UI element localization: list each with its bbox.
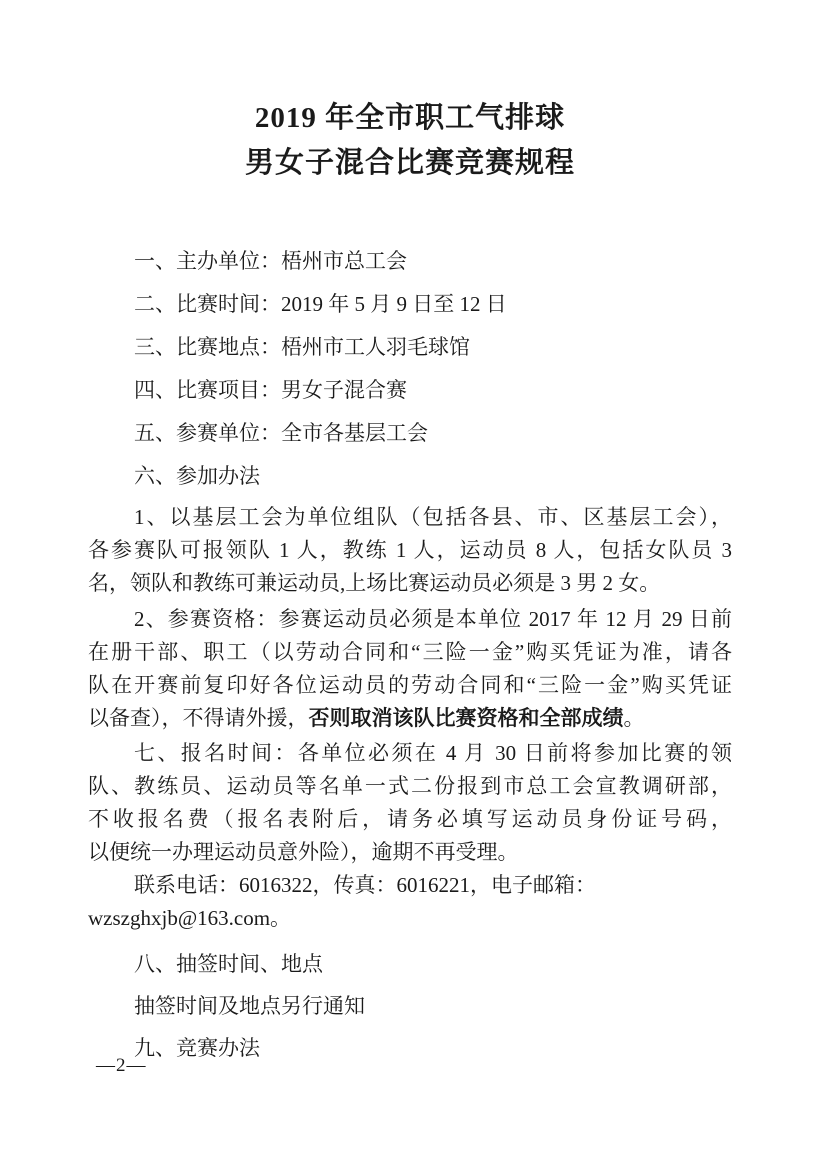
text-run: 不收报名费（报名表附后，请务必填写运动员身份证号码， [88, 807, 732, 831]
text-line [88, 369, 732, 412]
text-line [88, 836, 732, 869]
text-run: 2、参赛资格：参赛运动员必须是本单位 2017 年 12 月 29 日前 [134, 607, 732, 631]
text-line [88, 1027, 732, 1069]
text-run: 队在开赛前复印好各位运动员的劳动合同和“三险一金”购买凭证 [88, 673, 732, 697]
text-line [88, 669, 732, 702]
text-run: 队、教练员、运动员等名单一式二份报到市总工会宣教调研部， [88, 774, 732, 798]
text-run: 联系电话：6016322，传真：6016221，电子邮箱： [134, 873, 596, 897]
text-line [88, 412, 732, 455]
text-line [88, 943, 732, 985]
section-list-1 [88, 240, 732, 498]
title-line-2: 男女子混合比赛竞赛规程 [244, 147, 575, 179]
text-run: 1、以基层工会为单位组队（包括各县、市、区基层工会）， [134, 505, 732, 529]
text-run: 各参赛队可报领队 1 人，教练 1 人，运动员 8 人，包括女队员 3 [88, 538, 732, 562]
text-line [88, 534, 732, 567]
document-body [88, 96, 732, 1069]
text-line [88, 603, 732, 636]
text-run: 七、报名时间：各单位必须在 4 月 30 日前将参加比赛的领 [134, 741, 732, 765]
text-run: 四、比赛项目：男女子混合赛 [134, 378, 407, 402]
text-line [88, 283, 732, 326]
document-blocks [88, 240, 732, 1069]
text-run: 抽签时间及地点另行通知 [134, 994, 365, 1018]
text-run: wzszghxjb@163.com。 [88, 906, 292, 930]
paragraph-team-formation [88, 501, 732, 600]
text-run: 八、抽签时间、地点 [134, 952, 323, 976]
text-line [88, 902, 732, 935]
text-line [88, 567, 732, 600]
text-run: 六、参加办法 [134, 464, 260, 488]
text-run: 名，领队和教练可兼运动员,上场比赛运动员必须是 3 男 2 女。 [88, 571, 661, 595]
text-line [88, 636, 732, 669]
text-line [88, 803, 732, 836]
text-run: 三、比赛地点：梧州市工人羽毛球馆 [134, 335, 470, 359]
text-line [88, 326, 732, 369]
text-run: 在册干部、职工（以劳动合同和“三险一金”购买凭证为准，请各 [88, 640, 732, 664]
text-line [88, 240, 732, 283]
text-run: 一、主办单位：梧州市总工会 [134, 249, 407, 273]
paragraph-eligibility [88, 603, 732, 735]
paragraph-contact [88, 869, 732, 935]
bold-text: 否则取消该队比赛资格和全部成绩 [308, 706, 624, 730]
text-line [88, 455, 732, 498]
text-run: 。 [623, 706, 645, 730]
paragraph-registration [88, 737, 732, 869]
title-line-1: 2019 年全市职工气排球 [254, 102, 566, 134]
text-line [88, 869, 732, 902]
text-line [88, 985, 732, 1027]
text-run: 二、比赛时间：2019 年 5 月 9 日至 12 日 [134, 292, 507, 316]
text-line [88, 702, 732, 735]
text-line [88, 501, 732, 534]
text-run: 九、竞赛办法 [134, 1036, 260, 1060]
text-line [88, 770, 732, 803]
section-list-2 [88, 943, 732, 1069]
document-title [88, 96, 732, 186]
text-run: 五、参赛单位：全市各基层工会 [134, 421, 428, 445]
text-run: 以备查），不得请外援， [88, 706, 309, 730]
page-number: —2— [96, 1055, 147, 1076]
text-run: 以便统一办理运动员意外险），逾期不再受理。 [88, 840, 519, 864]
text-line [88, 737, 732, 770]
